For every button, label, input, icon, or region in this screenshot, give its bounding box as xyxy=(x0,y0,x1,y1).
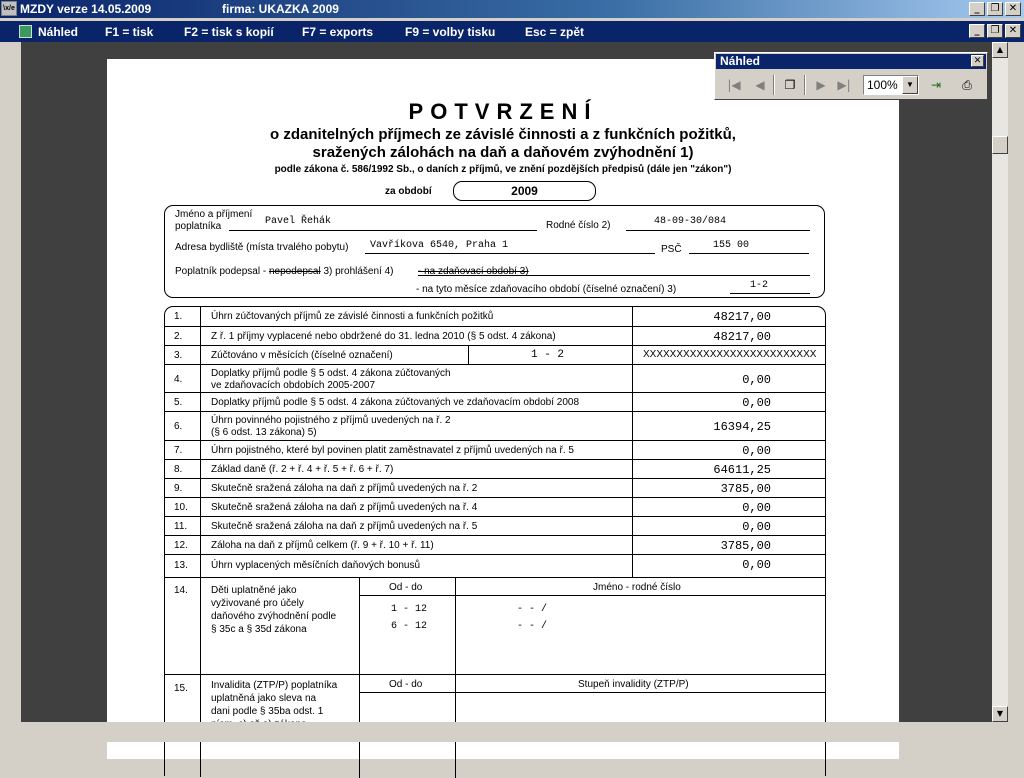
menu-print[interactable]: F1 = tisk xyxy=(105,25,154,39)
document-window-controls xyxy=(969,24,1021,38)
table-row: 6. Úhrn povinného pojistného z příjmů uvedených na ř. 2 (§ 6 odst. 13 zákona) 5) 16394,25 xyxy=(165,411,825,440)
preview-toolbar-title: Náhled xyxy=(716,54,986,69)
menu-back[interactable]: Esc = zpět xyxy=(525,25,585,39)
first-page-icon[interactable]: |◀ xyxy=(727,78,741,92)
name-label-1: Jméno a příjmení xyxy=(175,209,253,220)
window-title: MZDY verze 14.05.2009 xyxy=(20,2,152,16)
birth-number-underline xyxy=(626,230,810,231)
taxpayer-name: Pavel Řehák xyxy=(265,216,332,227)
print-icon[interactable]: ⎙ xyxy=(962,78,972,92)
address-label: Adresa bydliště (místa trvalého pobytu) xyxy=(175,242,349,253)
restore-icon[interactable]: ❐ xyxy=(987,2,1003,16)
table-row: 8. Základ daně (ř. 2 + ř. 4 + ř. 5 + ř. 6 + ř. 7) 64611,25 xyxy=(165,459,825,478)
menu-print-options[interactable]: F9 = volby tisku xyxy=(405,25,496,39)
name-label-2: poplatníka xyxy=(175,221,222,232)
period-value: 2009 xyxy=(453,181,596,201)
table-row: 3. Zúčtováno v měsících (číselné označení) 1 - 2 XXXXXXXXXXXXXXXXXXXXXXXXXX xyxy=(165,345,825,364)
menu-print-copy[interactable]: F2 = tisk s kopií xyxy=(184,25,274,39)
taxpayer-box xyxy=(164,205,825,298)
bottom-frame xyxy=(21,722,1008,742)
title-bar xyxy=(0,0,1024,18)
window-controls xyxy=(969,2,1021,16)
zoom-select[interactable] xyxy=(863,75,919,95)
scroll-down-icon[interactable]: ▼ xyxy=(992,706,1008,722)
last-page-icon[interactable]: ▶| xyxy=(837,78,851,92)
psc: 155 00 xyxy=(713,240,750,251)
pages-icon[interactable]: ❐ xyxy=(784,78,796,92)
table-row: 2. Z ř. 1 příjmy vyplacené nebo obdržené do 31. ledna 2010 (§ 5 odst. 4 zákona) 48217,00 xyxy=(165,326,825,345)
document-subtitle-2: sražených zálohách na daň a daňovém zvýhodnění 1) xyxy=(312,144,694,161)
psc-underline xyxy=(689,253,809,254)
prev-page-icon[interactable]: ◀ xyxy=(755,78,765,92)
close-icon[interactable]: ✕ xyxy=(1005,2,1021,16)
table-row: 4. Doplatky příjmů podle § 5 odst. 4 zákona zúčtovaných ve zdaňovacích obdobích 2005-2007 0,00 xyxy=(165,364,825,392)
address-underline xyxy=(365,253,655,254)
table-row: 10. Skutečně sražená záloha na daň z příjmů uvedených na ř. 4 0,00 xyxy=(165,497,825,516)
table-row: 11. Skutečně sražená záloha na daň z příjmů uvedených na ř. 5 0,00 xyxy=(165,516,825,535)
minimize-icon[interactable]: _ xyxy=(969,2,985,16)
address: Vavříkova 6540, Praha 1 xyxy=(370,240,509,251)
table-row: 9. Skutečně sražená záloha na daň z příjmů uvedených na ř. 2 3785,00 xyxy=(165,478,825,497)
income-table xyxy=(164,306,826,776)
birth-number: 48-09-30/084 xyxy=(654,216,727,227)
preview-toolbar xyxy=(714,52,988,100)
document-title: POTVRZENÍ xyxy=(408,99,598,124)
exit-icon[interactable]: ⇥ xyxy=(930,78,942,92)
app-icon: \x/e xyxy=(1,1,17,16)
chevron-down-icon[interactable]: ▼ xyxy=(902,76,918,94)
document-page xyxy=(107,59,899,759)
name-underline xyxy=(229,230,537,231)
table-row: 5. Doplatky příjmů podle § 5 odst. 4 zákona zúčtovaných ve zdaňovacím období 2008 0,00 xyxy=(165,392,825,411)
menu-exports[interactable]: F7 = exports xyxy=(302,25,374,39)
table-row: 12. Záloha na daň z příjmů celkem (ř. 9 + ř. 10 + ř. 11) 3785,00 xyxy=(165,535,825,554)
close-icon[interactable]: ✕ xyxy=(1005,24,1021,38)
period-underline xyxy=(418,275,810,276)
scroll-up-icon[interactable]: ▲ xyxy=(992,42,1008,58)
menu-bar xyxy=(0,21,1024,42)
close-icon[interactable]: ✕ xyxy=(971,55,984,67)
left-frame xyxy=(0,42,21,742)
menu-nahled[interactable]: Náhled xyxy=(38,25,79,39)
table-row: 13. Úhrn vyplacených měsíčních daňových bonusů 0,00 xyxy=(165,554,825,577)
signed-statement: Poplatník podepsal - nepodepsal 3) prohlášení 4) xyxy=(175,266,394,277)
table-row: 7. Úhrn pojistného, které byl povinen platit zaměstnavatel z příjmů uvedených na ř. 5 0,00 xyxy=(165,440,825,459)
zoom-value: 100% xyxy=(867,78,898,92)
birth-number-label: Rodné číslo 2) xyxy=(546,220,611,231)
right-frame xyxy=(1008,42,1024,742)
period-strike: - na zdaňovací období 3) xyxy=(418,266,529,277)
minimize-icon[interactable]: _ xyxy=(969,24,985,38)
preview-viewport[interactable] xyxy=(21,42,992,722)
period-label: za období xyxy=(385,186,432,197)
months-value: 1-2 xyxy=(750,280,769,291)
company-name: firma: UKAZKA 2009 xyxy=(222,2,339,16)
table-row: 1. Úhrn zúčtovaných příjmů ze závislé činnosti a funkčních požitků 48217,00 xyxy=(174,310,771,324)
document-subtitle-1: o zdanitelných příjmech ze závislé činnosti a z funkčních požitků, xyxy=(270,126,736,143)
months-label: - na tyto měsíce zdaňovacího období (číselné označení) 3) xyxy=(416,284,677,295)
months-underline xyxy=(730,293,810,294)
next-page-icon[interactable]: ▶ xyxy=(816,78,826,92)
restore-icon[interactable]: ❐ xyxy=(987,24,1003,38)
document-icon xyxy=(19,25,32,38)
table-row-children: 14. Děti uplatněné jako vyživované pro účely daňového zvýhodnění podle § 35c a § 35d zákona Od - do Jméno - rodné číslo 1 - 12 - - / 6 - 12 - - / xyxy=(165,577,825,674)
table-row-invalidity: 15. Invalidita (ZTP/P) poplatníka uplatněná jako sleva na dani podle § 35ba odst. 1 Od - do Stupeň invalidity (ZTP/P) xyxy=(165,674,825,777)
law-reference: podle zákona č. 586/1992 Sb., o daních z příjmů, ve znění pozdějších předpisů (dále jen "zákon") xyxy=(274,164,732,175)
psc-label: PSČ xyxy=(661,244,682,255)
scroll-thumb[interactable] xyxy=(992,136,1008,154)
vertical-scrollbar[interactable] xyxy=(992,42,1008,722)
